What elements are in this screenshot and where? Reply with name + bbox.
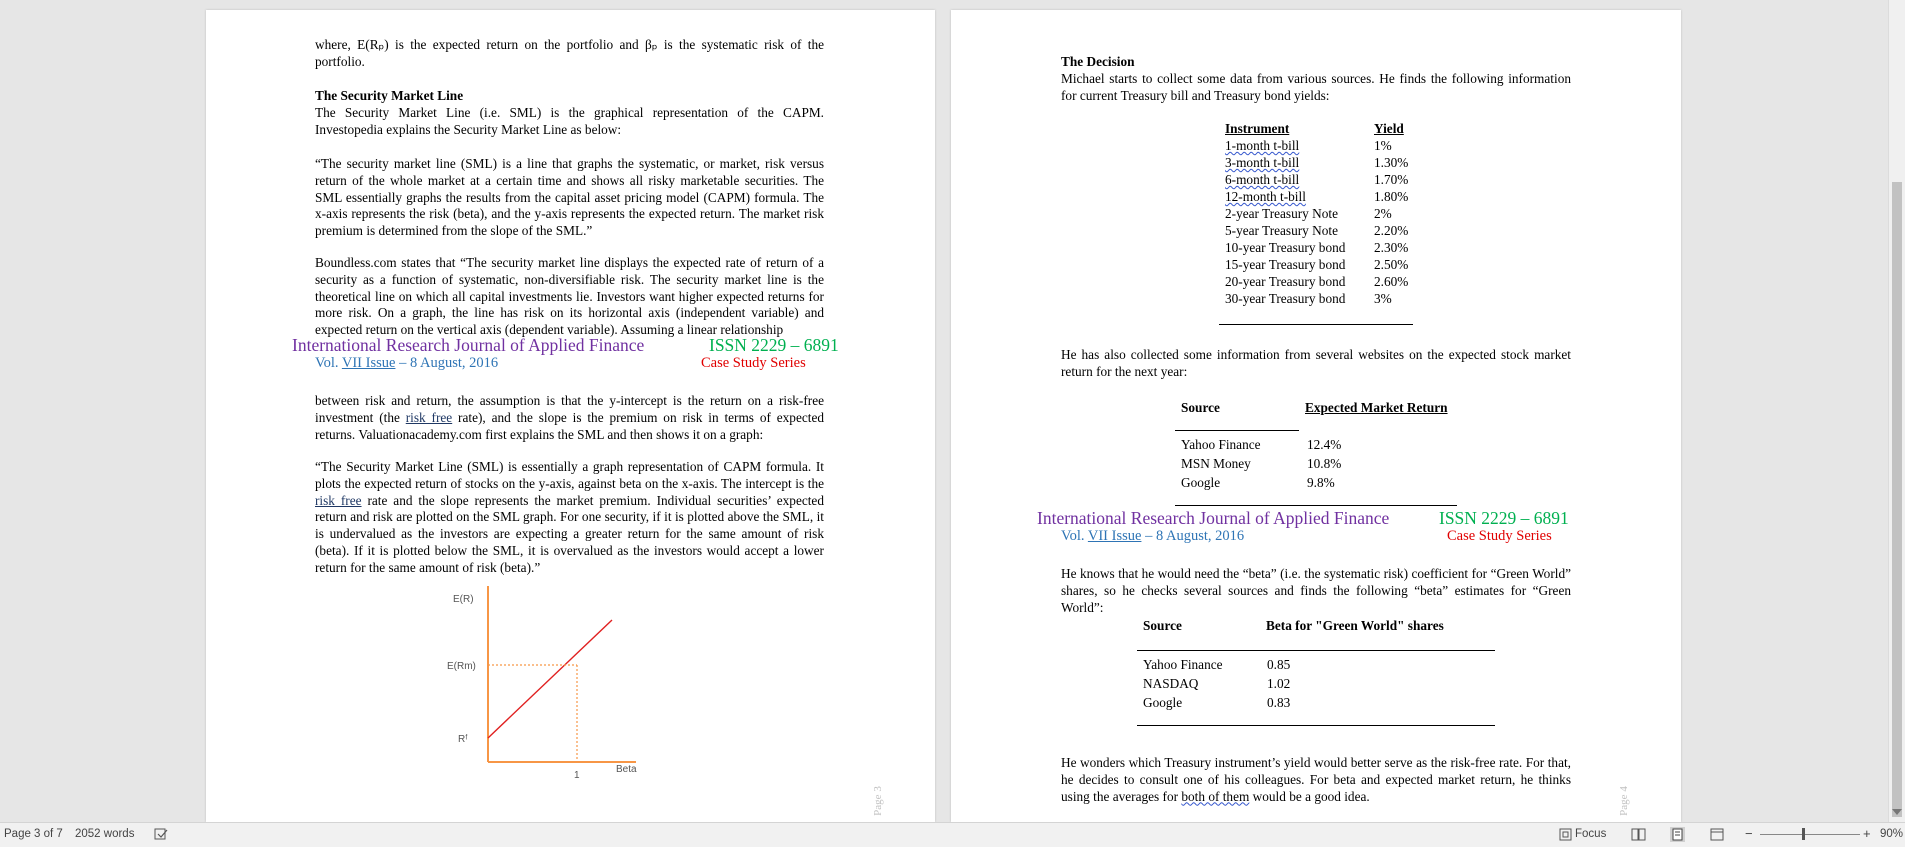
zoom-level[interactable]: 90% [1880, 828, 1904, 840]
table-bottom-rule [1137, 725, 1495, 726]
sml-graph [426, 578, 646, 790]
status-bar [0, 822, 1905, 847]
zoom-slider[interactable] [1760, 834, 1860, 835]
risk-free-link[interactable]: risk free [405, 409, 453, 425]
focus-button[interactable]: Focus [1575, 828, 1607, 840]
table-cell: 1% [1374, 138, 1392, 153]
table-row: Yahoo Finance [1181, 437, 1261, 452]
zoom-slider-thumb[interactable] [1802, 828, 1805, 840]
table-cell: 3% [1374, 291, 1392, 306]
paragraph: He wonders which Treasury instrument’s yield would better serve as the risk-free rate. For that, he decides to consult one of his colleagues. For beta and expected market return, he thinks using the averages for both of them would be a good idea. [1061, 755, 1571, 804]
table-cell: 2.30% [1374, 240, 1409, 255]
focus-icon[interactable] [1559, 828, 1573, 841]
table-cell: 10.8% [1307, 456, 1342, 471]
grammar-flagged-text: both of them [1181, 788, 1250, 804]
table-cell: 9.8% [1307, 475, 1335, 490]
page-number-label: Page 3 [871, 786, 884, 816]
journal-title: International Research Journal of Applied Finance [292, 335, 645, 355]
paragraph: He has also collected some information from several websites on the expected stock market return for the next year: [1061, 347, 1571, 379]
table-row: Google [1143, 695, 1183, 710]
journal-volume: Vol. VII Issue – 8 August, 2016 [1061, 528, 1245, 544]
table-row: 3-month t-bill [1225, 155, 1300, 170]
table-row: 10-year Treasury bond [1225, 240, 1346, 255]
print-layout-icon[interactable] [1670, 827, 1685, 842]
table-row: Google [1181, 475, 1221, 490]
table-row: 2-year Treasury Note [1225, 206, 1338, 221]
table-header: Yield [1374, 121, 1404, 136]
vertical-scrollbar[interactable] [1888, 0, 1905, 822]
table-header-rule [1175, 430, 1299, 431]
journal-series: Case Study Series [701, 355, 806, 371]
journal-volume: Vol. VII Issue – 8 August, 2016 [315, 355, 499, 371]
page-count-status[interactable]: Page 3 of 7 [4, 828, 63, 840]
scroll-down-icon[interactable] [1892, 808, 1902, 816]
table-cell: 2% [1374, 206, 1392, 221]
erm-label: E(Rm) [447, 661, 476, 672]
table-cell: 1.30% [1374, 155, 1409, 170]
web-layout-icon[interactable] [1710, 828, 1725, 841]
page-number-label: Page 4 [1617, 786, 1630, 816]
table-row: NASDAQ [1143, 676, 1199, 691]
table-header: Beta for "Green World" shares [1266, 618, 1444, 633]
table-cell: 12.4% [1307, 437, 1342, 452]
table-header: Instrument [1225, 121, 1290, 136]
table-cell: 1.80% [1374, 189, 1409, 204]
table-cell: 1.02 [1267, 676, 1291, 691]
table-cell: 2.50% [1374, 257, 1409, 272]
heading-the-decision: The Decision [1061, 54, 1135, 69]
zoom-out-button[interactable]: − [1745, 826, 1753, 841]
table-cell: 0.83 [1267, 695, 1291, 710]
paragraph: between risk and return, the assumption is that the y-intercept is the return on a risk-free investment (the risk free rate), and the slope is the premium on risk in terms of expected returns. Valuationacademy.com first explains the SML and then shows it on a graph: [315, 393, 825, 442]
security-market-line [488, 620, 612, 738]
risk-free-link-2[interactable]: risk free [315, 492, 362, 508]
journal-series: Case Study Series [1447, 528, 1552, 544]
table-cell: 2.20% [1374, 223, 1409, 238]
table-row: 30-year Treasury bond [1225, 291, 1346, 306]
table-row: 15-year Treasury bond [1225, 257, 1346, 272]
word-count-status[interactable]: 2052 words [75, 828, 135, 840]
paragraph: where, E(Rₚ) is the expected return on the portfolio and βₚ is the systematic risk of the portfolio. [315, 37, 824, 69]
scrollbar-thumb[interactable] [1892, 182, 1902, 817]
proofing-icon[interactable] [154, 828, 168, 841]
paragraph: He knows that he would need the “beta” (i.e. the systematic risk) coefficient for “Green World” shares, so he checks several sources and finds the following “beta” estimates for “Green World”: [1061, 566, 1571, 615]
table-header: Source [1143, 618, 1182, 633]
table-row: 20-year Treasury bond [1225, 274, 1346, 289]
table-cell: 1.70% [1374, 172, 1409, 187]
table-row: 5-year Treasury Note [1225, 223, 1338, 238]
paragraph: The Security Market Line (i.e. SML) is the graphical representation of the CAPM. Investopedia explains the Security Market Line as below: [315, 105, 824, 137]
zoom-in-button[interactable]: + [1863, 826, 1871, 841]
table-cell: 2.60% [1374, 274, 1409, 289]
read-mode-icon[interactable] [1631, 828, 1646, 841]
quote-investopedia: “The security market line (SML) is a line that graphs the systematic, or market, risk versus return of the whole market at a certain time and shows all risky marketable securities. The SML essentially graphs the results from the capital asset pricing model (CAPM) formula. The x-axis represents the risk (beta), and the y-axis represents the expected return. The market risk premium is determined from the slope of the SML.” [315, 156, 824, 239]
table-header: Expected Market Return [1305, 400, 1448, 415]
table-row: 12-month t-bill [1225, 189, 1306, 204]
table-row: 1-month t-bill [1225, 138, 1300, 153]
x-tick-1: 1 [574, 770, 580, 781]
table-header: Source [1181, 400, 1220, 415]
table-row: 6-month t-bill [1225, 172, 1300, 187]
table-cell: 0.85 [1267, 657, 1291, 672]
paragraph-boundless: Boundless.com states that “The security market line displays the expected rate of return of a security as a function of systematic, non-diversifiable risk. The security market line is the theoretical line on which all capital investments lie. Investors want higher expected returns for more risk. On a graph, the line has risk on its horizontal axis (independent variable) and expected return on the vertical axis (dependent variable). Assuming a linear relationship [315, 255, 824, 338]
document-page-4[interactable] [951, 10, 1681, 822]
x-axis-label: Beta [616, 764, 637, 775]
paragraph: Michael starts to collect some data from various sources. He finds the following information for current Treasury bill and Treasury bond yields: [1061, 71, 1571, 103]
document-page-3[interactable] [206, 10, 935, 822]
heading-security-market-line: The Security Market Line [315, 88, 464, 103]
y-axis-label: E(R) [453, 594, 474, 605]
table-header-rule [1137, 650, 1495, 651]
journal-issn: ISSN 2229 – 6891 [1439, 508, 1569, 528]
table-bottom-rule [1219, 324, 1413, 325]
table-row: Yahoo Finance [1143, 657, 1223, 672]
journal-title: International Research Journal of Applied Finance [1037, 508, 1390, 528]
rf-label: Rᶠ [458, 734, 468, 745]
table-row: MSN Money [1181, 456, 1251, 471]
quote-valuationacademy: “The Security Market Line (SML) is essentially a graph representation of CAPM formula. It plots the expected return of stocks on the y-axis, against beta on the x-axis. The intercept is the risk free rate and the slope represents the market premium. Individual securities’ expected return and risk are plotted on the SML graph. For one security, if it is plotted above the SML, it is undervalued as the investors are expecting a greater return for the same amount of risk (beta). If it is plotted below the SML, it is overvalued as the investors would accept a lower return for the same amount of risk (beta).” [315, 459, 824, 575]
table-bottom-rule [1175, 505, 1457, 506]
journal-issn: ISSN 2229 – 6891 [709, 335, 839, 355]
